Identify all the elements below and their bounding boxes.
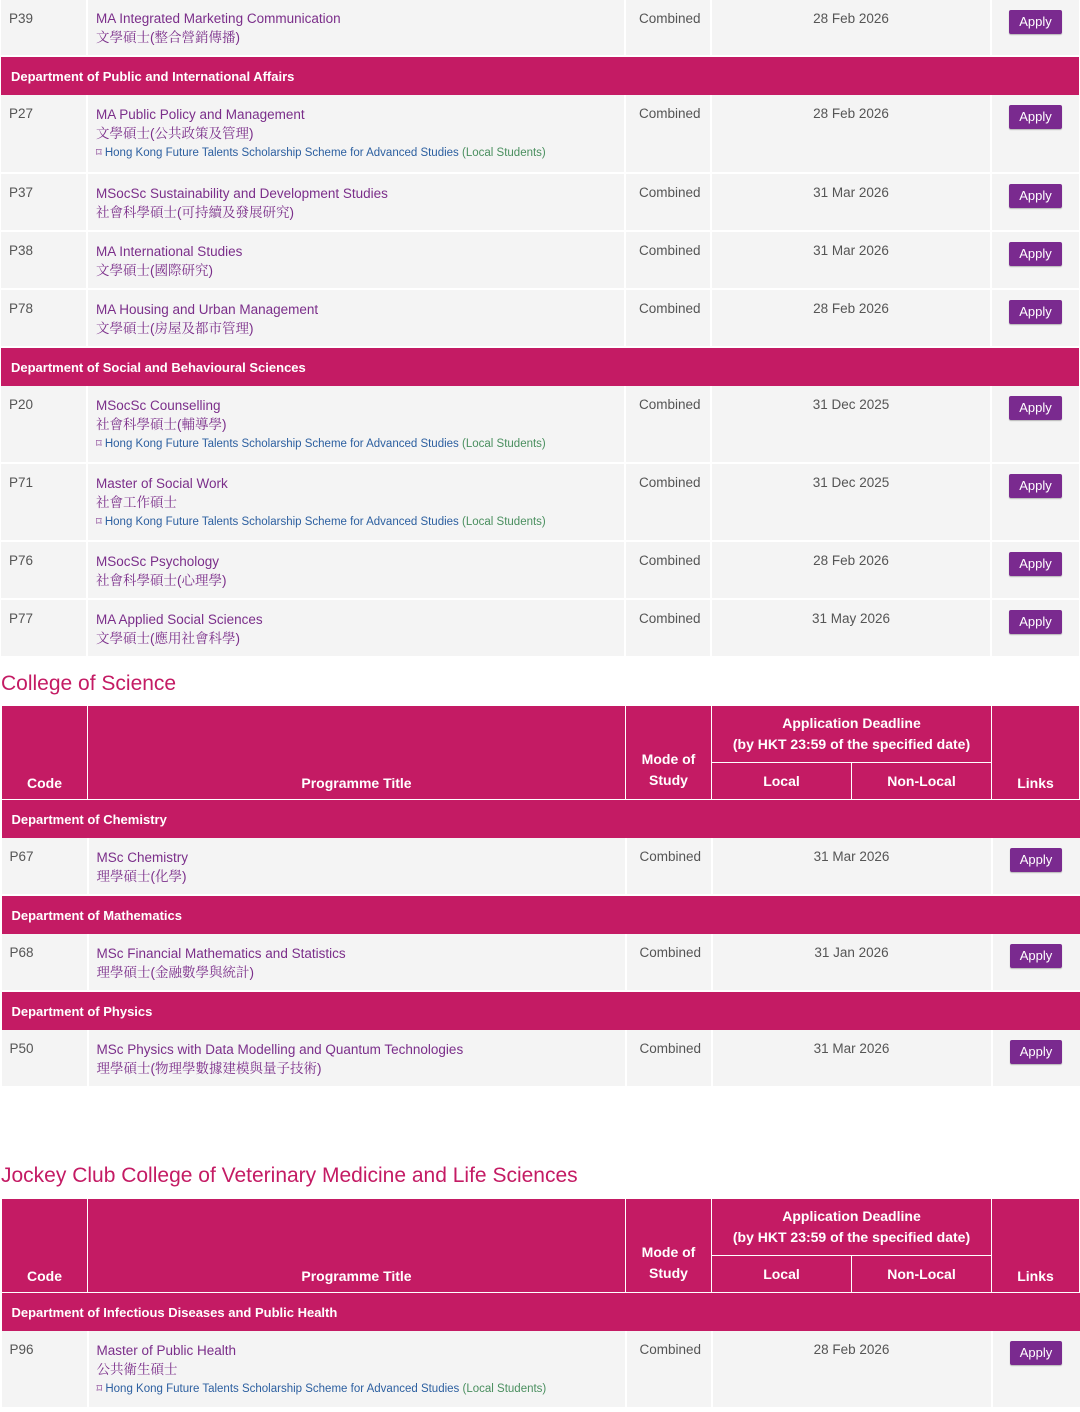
department-name: Department of Public and International Affairs bbox=[1, 56, 1079, 95]
links-cell bbox=[991, 173, 1079, 231]
table-row bbox=[1, 95, 1079, 173]
scholarship-suffix: (Local Students) bbox=[462, 147, 546, 159]
programme-title-zh: 理學碩士(金融數學與統計) bbox=[96, 965, 254, 980]
scholarship-name: Hong Kong Future Talents Scholarship Scheme for Advanced Studies bbox=[104, 438, 459, 450]
deadline: 28 Feb 2026 bbox=[712, 1331, 992, 1408]
department-name: Department of Infectious Diseases and Public Health bbox=[2, 1293, 1080, 1332]
deadline: 31 Mar 2026 bbox=[712, 1030, 992, 1087]
department-name: Department of Mathematics bbox=[2, 895, 1080, 934]
header-local: Local bbox=[712, 1256, 852, 1293]
programme-title-zh: 社會科學碩士(心理學) bbox=[96, 573, 227, 588]
deadline: 31 Jan 2026 bbox=[712, 934, 992, 991]
links-cell bbox=[991, 289, 1079, 347]
table-row bbox=[2, 1331, 1080, 1408]
programme-title-cell bbox=[87, 231, 625, 289]
programme-table-science bbox=[1, 705, 1080, 1088]
programme-title-cell bbox=[87, 386, 625, 463]
apply-button[interactable]: Apply bbox=[1009, 105, 1062, 129]
programme-title-cell bbox=[87, 95, 625, 173]
apply-button[interactable]: Apply bbox=[1010, 848, 1063, 872]
programme-code: P50 bbox=[2, 1030, 88, 1087]
programme-title-en-link[interactable]: MA Integrated Marketing Communication bbox=[96, 11, 341, 26]
links-cell bbox=[991, 599, 1079, 657]
programme-title-en-link[interactable]: MSocSc Psychology bbox=[96, 554, 220, 569]
programme-code: P71 bbox=[1, 463, 87, 541]
table-row bbox=[1, 599, 1079, 657]
department-row bbox=[1, 56, 1079, 95]
programme-title-cell bbox=[88, 838, 626, 895]
programme-title-en-link[interactable]: MA Public Policy and Management bbox=[96, 107, 305, 122]
header-nonlocal: Non-Local bbox=[852, 1256, 992, 1293]
programme-title-en-link[interactable]: MA Applied Social Sciences bbox=[96, 612, 263, 627]
header-deadline-line1: Application Deadline bbox=[782, 715, 921, 731]
scholarship-name: Hong Kong Future Talents Scholarship Scheme for Advanced Studies bbox=[105, 1383, 460, 1395]
header-title: Programme Title bbox=[88, 1199, 626, 1293]
programme-code: P78 bbox=[1, 289, 87, 347]
programme-code: P39 bbox=[1, 0, 87, 56]
department-name: Department of Physics bbox=[2, 991, 1080, 1030]
programme-title-en-link[interactable]: MSc Physics with Data Modelling and Quantum Technologies bbox=[96, 1042, 464, 1057]
bookmark-icon: ⌑ bbox=[96, 516, 102, 528]
programme-title-en-link[interactable]: MSocSc Sustainability and Development Studies bbox=[96, 186, 388, 201]
links-cell bbox=[991, 0, 1079, 56]
deadline: 31 Mar 2026 bbox=[711, 231, 991, 289]
scholarship-suffix: (Local Students) bbox=[462, 438, 546, 450]
mode-of-study: Combined bbox=[625, 0, 711, 56]
programme-title-cell bbox=[87, 289, 625, 347]
table-row bbox=[1, 386, 1079, 463]
programme-code: P38 bbox=[1, 231, 87, 289]
deadline: 28 Feb 2026 bbox=[711, 0, 991, 56]
header-nonlocal: Non-Local bbox=[852, 763, 992, 800]
deadline: 31 Dec 2025 bbox=[711, 386, 991, 463]
department-row bbox=[2, 1293, 1080, 1332]
programme-code: P67 bbox=[2, 838, 88, 895]
deadline: 31 May 2026 bbox=[711, 599, 991, 657]
header-code: Code bbox=[2, 706, 88, 800]
header-deadline-line2: (by HKT 23:59 of the specified date) bbox=[732, 736, 971, 752]
department-name: Department of Chemistry bbox=[2, 800, 1080, 839]
programme-title-cell bbox=[87, 173, 625, 231]
header-mode: Mode of Study bbox=[626, 706, 712, 800]
deadline: 28 Feb 2026 bbox=[711, 289, 991, 347]
table-header-row bbox=[2, 1199, 1080, 1256]
links-cell bbox=[992, 1030, 1080, 1087]
scholarship-note[interactable] bbox=[96, 512, 624, 532]
programme-title-zh: 文學碩士(公共政策及管理) bbox=[96, 126, 254, 141]
table-row bbox=[1, 541, 1079, 599]
programme-title-en-link[interactable]: MA International Studies bbox=[96, 244, 243, 259]
department-row bbox=[2, 800, 1080, 839]
programme-title-en-link[interactable]: Master of Public Health bbox=[96, 1343, 237, 1358]
programme-title-zh: 理學碩士(物理學數據建模與量子技術) bbox=[96, 1061, 322, 1076]
college-heading: Jockey Club College of Veterinary Medicine and Life Sciences bbox=[1, 1164, 578, 1187]
deadline: 31 Dec 2025 bbox=[711, 463, 991, 541]
mode-of-study: Combined bbox=[626, 1331, 712, 1408]
links-cell bbox=[992, 934, 1080, 991]
mode-of-study: Combined bbox=[625, 599, 711, 657]
bookmark-icon: ⌑ bbox=[96, 147, 102, 159]
programme-title-zh: 文學碩士(應用社會科學) bbox=[96, 631, 240, 646]
programme-title-en-link[interactable]: MSocSc Counselling bbox=[96, 398, 221, 413]
mode-of-study: Combined bbox=[626, 838, 712, 895]
header-code: Code bbox=[2, 1199, 88, 1293]
programme-table-continued bbox=[1, 0, 1079, 658]
programme-title-cell bbox=[87, 599, 625, 657]
table-row bbox=[1, 463, 1079, 541]
header-title: Programme Title bbox=[88, 706, 626, 800]
programme-title-cell bbox=[88, 1030, 626, 1087]
programme-title-zh: 社會科學碩士(輔導學) bbox=[96, 417, 227, 432]
programme-title-cell bbox=[87, 541, 625, 599]
programme-title-cell bbox=[87, 463, 625, 541]
table-row bbox=[2, 838, 1080, 895]
bookmark-icon: ⌑ bbox=[96, 438, 102, 450]
mode-of-study: Combined bbox=[625, 463, 711, 541]
department-row bbox=[2, 991, 1080, 1030]
deadline: 31 Mar 2026 bbox=[711, 173, 991, 231]
table-row bbox=[2, 1030, 1080, 1087]
scholarship-note[interactable] bbox=[97, 1379, 625, 1399]
links-cell bbox=[991, 463, 1079, 541]
programme-title-zh: 文學碩士(房屋及都市管理) bbox=[96, 321, 254, 336]
programme-title-cell bbox=[88, 934, 626, 991]
header-mode: Mode of Study bbox=[626, 1199, 712, 1293]
programme-title-zh: 文學碩士(整合營銷傳播) bbox=[96, 30, 240, 45]
department-name: Department of Social and Behavioural Sciences bbox=[1, 347, 1079, 386]
programme-title-cell bbox=[88, 1331, 626, 1408]
programme-title-en-link[interactable]: MSc Chemistry bbox=[96, 850, 189, 865]
header-deadline-line1: Application Deadline bbox=[782, 1208, 921, 1224]
apply-button[interactable]: Apply bbox=[1009, 610, 1062, 634]
apply-button[interactable]: Apply bbox=[1009, 396, 1062, 420]
programme-title-zh: 社會工作碩士 bbox=[96, 495, 177, 510]
college-heading: College of Science bbox=[1, 672, 177, 695]
programme-title-zh: 理學碩士(化學) bbox=[96, 869, 187, 884]
mode-of-study: Combined bbox=[625, 173, 711, 231]
apply-button[interactable]: Apply bbox=[1009, 184, 1062, 208]
table-row bbox=[1, 173, 1079, 231]
links-cell bbox=[992, 1331, 1080, 1408]
scholarship-suffix: (Local Students) bbox=[462, 516, 546, 528]
links-cell bbox=[992, 838, 1080, 895]
programme-code: P77 bbox=[1, 599, 87, 657]
bookmark-icon: ⌑ bbox=[96, 1383, 103, 1395]
programme-title-en-link[interactable]: Master of Social Work bbox=[96, 476, 228, 491]
header-links: Links bbox=[992, 1199, 1080, 1293]
department-row bbox=[1, 347, 1079, 386]
programme-code: P20 bbox=[1, 386, 87, 463]
header-local: Local bbox=[712, 763, 852, 800]
links-cell bbox=[991, 541, 1079, 599]
deadline: 28 Feb 2026 bbox=[711, 95, 991, 173]
programme-code: P76 bbox=[1, 541, 87, 599]
table-row bbox=[1, 289, 1079, 347]
programme-code: P96 bbox=[2, 1331, 88, 1408]
programme-code: P27 bbox=[1, 95, 87, 173]
table-row bbox=[1, 231, 1079, 289]
mode-of-study: Combined bbox=[625, 231, 711, 289]
programme-title-cell bbox=[87, 0, 625, 56]
deadline: 31 Mar 2026 bbox=[712, 838, 992, 895]
apply-button[interactable]: Apply bbox=[1009, 242, 1062, 266]
header-links: Links bbox=[992, 706, 1080, 800]
header-deadline bbox=[712, 1199, 992, 1256]
apply-button[interactable]: Apply bbox=[1009, 474, 1062, 498]
scholarship-note[interactable] bbox=[96, 434, 624, 454]
table-row bbox=[2, 934, 1080, 991]
scholarship-name: Hong Kong Future Talents Scholarship Scheme for Advanced Studies bbox=[104, 516, 459, 528]
apply-button[interactable]: Apply bbox=[1009, 300, 1062, 324]
mode-of-study: Combined bbox=[625, 541, 711, 599]
department-row bbox=[2, 895, 1080, 934]
scholarship-name: Hong Kong Future Talents Scholarship Scheme for Advanced Studies bbox=[104, 147, 459, 159]
table-row bbox=[1, 0, 1079, 56]
scholarship-note[interactable] bbox=[96, 143, 624, 163]
programme-title-zh: 文學碩士(國際研究) bbox=[96, 263, 213, 278]
programme-code: P68 bbox=[2, 934, 88, 991]
links-cell bbox=[991, 95, 1079, 173]
header-deadline-line2: (by HKT 23:59 of the specified date) bbox=[732, 1229, 971, 1245]
header-deadline bbox=[712, 706, 992, 763]
programme-title-en-link[interactable]: MA Housing and Urban Management bbox=[96, 302, 319, 317]
programme-title-zh: 公共衛生碩士 bbox=[96, 1362, 178, 1377]
programme-title-zh: 社會科學碩士(可持續及發展研究) bbox=[96, 205, 294, 220]
mode-of-study: Combined bbox=[626, 1030, 712, 1087]
apply-button[interactable]: Apply bbox=[1010, 944, 1063, 968]
programme-table-vet bbox=[1, 1198, 1080, 1409]
deadline: 28 Feb 2026 bbox=[711, 541, 991, 599]
table-header-row bbox=[2, 706, 1080, 763]
mode-of-study: Combined bbox=[625, 95, 711, 173]
links-cell bbox=[991, 386, 1079, 463]
apply-button[interactable]: Apply bbox=[1010, 1341, 1063, 1365]
mode-of-study: Combined bbox=[625, 386, 711, 463]
apply-button[interactable]: Apply bbox=[1010, 1040, 1063, 1064]
programme-code: P37 bbox=[1, 173, 87, 231]
apply-button[interactable]: Apply bbox=[1009, 552, 1062, 576]
apply-button[interactable]: Apply bbox=[1009, 10, 1062, 34]
programme-title-en-link[interactable]: MSc Financial Mathematics and Statistics bbox=[96, 946, 346, 961]
mode-of-study: Combined bbox=[626, 934, 712, 991]
scholarship-suffix: (Local Students) bbox=[462, 1383, 547, 1395]
mode-of-study: Combined bbox=[625, 289, 711, 347]
links-cell bbox=[991, 231, 1079, 289]
